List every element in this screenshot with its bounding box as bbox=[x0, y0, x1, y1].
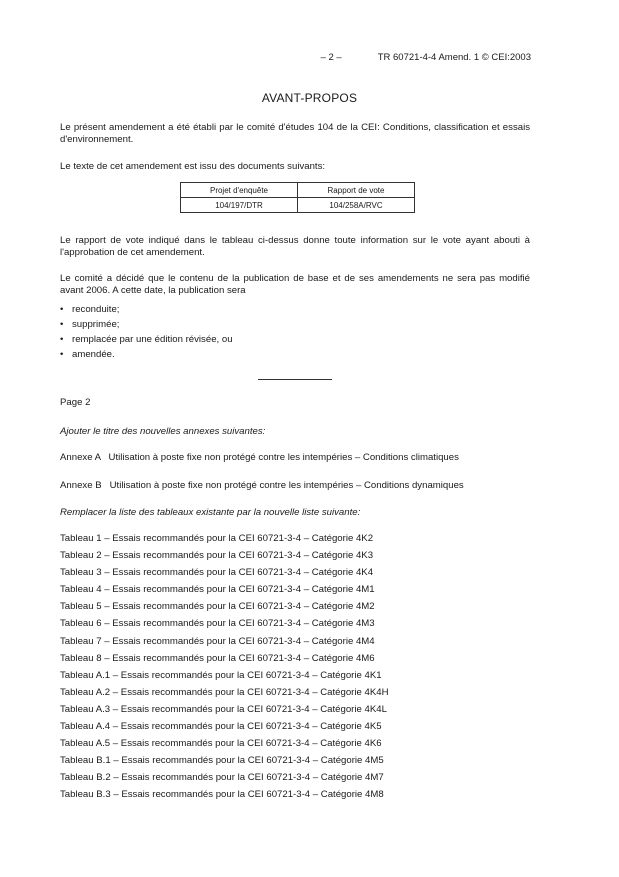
page-header bbox=[321, 52, 531, 63]
list-item: • remplacée par une édition révisée, ou bbox=[60, 332, 233, 347]
list-item: Tableau 4 – Essais recommandés pour la CEI 60721-3-4 – Catégorie 4M1 bbox=[60, 584, 375, 596]
table-header-cell: Rapport de vote bbox=[298, 183, 415, 198]
list-item: Tableau A.5 – Essais recommandés pour la CEI 60721-3-4 – Catégorie 4K6 bbox=[60, 738, 382, 750]
page-reference: Page 2 bbox=[60, 397, 91, 408]
vote-table bbox=[180, 182, 415, 213]
page-number: – 2 – bbox=[320, 52, 342, 63]
list-item: Tableau 3 – Essais recommandés pour la CEI 60721-3-4 – Catégorie 4K4 bbox=[60, 567, 374, 579]
list-item: Tableau 1 – Essais recommandés pour la CEI 60721-3-4 – Catégorie 4K2 bbox=[60, 533, 374, 544]
list-item: Tableau A.1 – Essais recommandés pour la CEI 60721-3-4 – Catégorie 4K1 bbox=[60, 669, 382, 681]
page-title: AVANT-PROPOS bbox=[261, 91, 358, 105]
list-item: Tableau A.2 – Essais recommandés pour la CEI 60721-3-4 – Catégorie 4K4H bbox=[60, 686, 389, 698]
outcome-list bbox=[60, 302, 233, 362]
annex-b-title: Annexe B Utilisation à poste fixe non protégé contre les intempéries – Conditions dynamiques bbox=[60, 480, 464, 491]
list-item: • reconduite; bbox=[60, 302, 233, 317]
list-item: Tableau 6 – Essais recommandés pour la CEI 60721-3-4 – Catégorie 4M3 bbox=[60, 618, 375, 630]
list-item: • supprimée; bbox=[60, 317, 233, 332]
table-cell: 104/197/DTR bbox=[181, 198, 298, 213]
document-reference: TR 60721-4-4 Amend. 1 © CEI:2003 bbox=[377, 52, 531, 63]
list-item: Tableau B.1 – Essais recommandés pour la CEI 60721-3-4 – Catégorie 4M5 bbox=[60, 755, 384, 767]
instruction-add-annexes: Ajouter le titre des nouvelles annexes suivantes: bbox=[60, 426, 266, 437]
table-cell: 104/258A/RVC bbox=[298, 198, 415, 213]
stability-date-paragraph: Le comité a décidé que le contenu de la publication de base et de ses amendements ne sera pas modifié avant 2006. A cette date, la publication sera bbox=[60, 273, 530, 296]
list-item: Tableau 5 – Essais recommandés pour la CEI 60721-3-4 – Catégorie 4M2 bbox=[60, 601, 375, 613]
intro-paragraph: Le présent amendement a été établi par le comité d'études 104 de la CEI: Conditions, classification et essais d'environnement. bbox=[60, 122, 530, 145]
documents-intro: Le texte de cet amendement est issu des documents suivants: bbox=[60, 161, 326, 172]
list-item: Tableau 2 – Essais recommandés pour la CEI 60721-3-4 – Catégorie 4K3 bbox=[60, 550, 374, 562]
list-item: Tableau A.3 – Essais recommandés pour la CEI 60721-3-4 – Catégorie 4K4L bbox=[60, 703, 387, 715]
list-item: Tableau 7 – Essais recommandés pour la CEI 60721-3-4 – Catégorie 4M4 bbox=[60, 635, 375, 647]
table-header-cell: Projet d'enquête bbox=[181, 183, 298, 198]
table-header-row bbox=[181, 183, 415, 198]
list-item: Tableau B.3 – Essais recommandés pour la CEI 60721-3-4 – Catégorie 4M8 bbox=[60, 789, 384, 801]
list-item: Tableau 8 – Essais recommandés pour la CEI 60721-3-4 – Catégorie 4M6 bbox=[60, 652, 375, 664]
list-item: Tableau A.4 – Essais recommandés pour la CEI 60721-3-4 – Catégorie 4K5 bbox=[60, 721, 382, 733]
list-item: Tableau B.2 – Essais recommandés pour la CEI 60721-3-4 – Catégorie 4M7 bbox=[60, 772, 384, 784]
list-item: • amendée. bbox=[60, 347, 233, 362]
tables-list bbox=[60, 530, 389, 804]
table-row bbox=[181, 198, 415, 213]
vote-report-paragraph: Le rapport de vote indiqué dans le tableau ci-dessus donne toute information sur le vote ayant abouti à l'approbation de cet amendement. bbox=[60, 235, 530, 258]
instruction-replace-tables: Remplacer la liste des tableaux existante par la nouvelle liste suivante: bbox=[60, 507, 361, 518]
section-divider bbox=[258, 379, 332, 380]
annex-a-title: Annexe A Utilisation à poste fixe non protégé contre les intempéries – Conditions climatiques bbox=[60, 452, 459, 463]
